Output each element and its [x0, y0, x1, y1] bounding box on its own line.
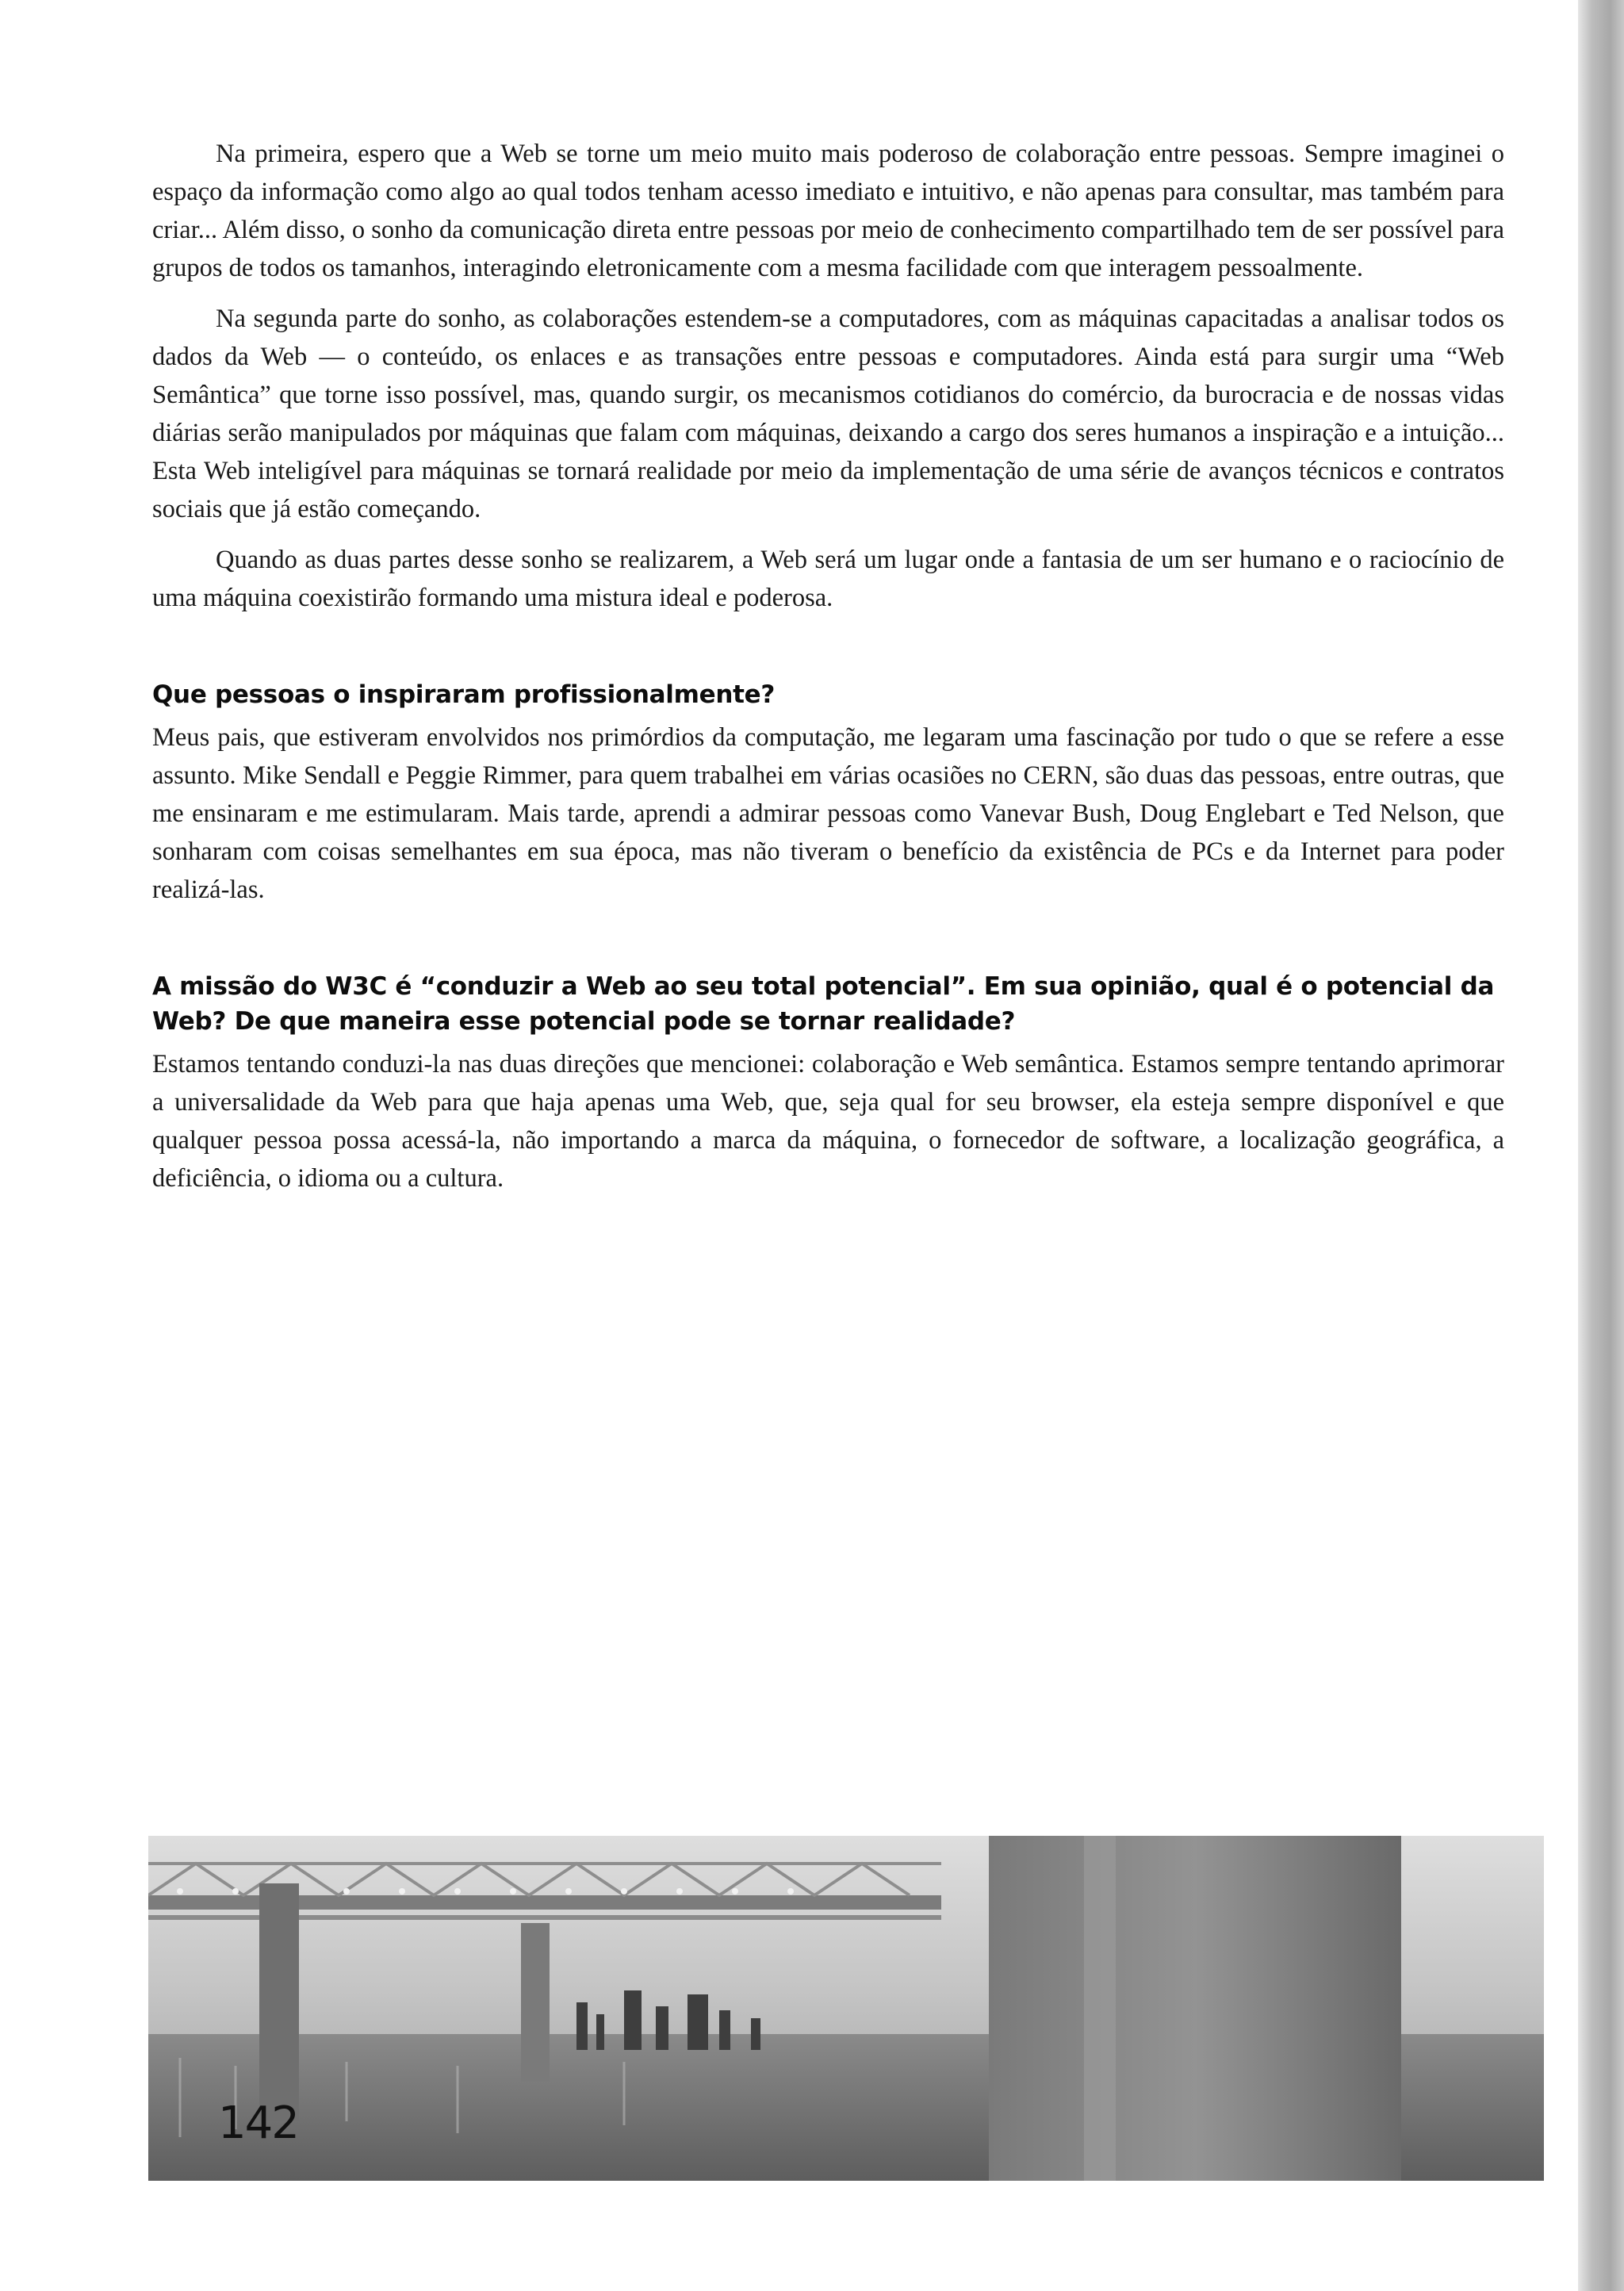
paragraph-intro-2: Na segunda parte do sonho, as colaborações estendem-se a computadores, com as máquinas capacitadas a analisar todos os dados da Web — o conteúdo, os enlaces e as transações entre pessoas e computadores. Ainda está para surgir uma “Web Semântica” que torne isso possível, mas, quando surgir, os mecanismos cotidianos do comércio, da burocracia e de nossas vidas diárias serão manipulados por máquinas que falam com máquinas, deixando a cargo dos seres humanos a inspiração e a intuição... Esta Web inteligível para máquinas se tornará realidade por meio da implementação de uma série de avanços técnicos e contratos sociais que já estão começando. [152, 305, 1504, 523]
answer-inspiration: Meus pais, que estiveram envolvidos nos primórdios da computação, me legaram uma fascinação por tudo o que se refere a esse assunto. Mike Sendall e Peggie Rimmer, para quem trabalhei em várias ocasiões no CERN, são duas das pessoas, entre outras, que me ensinaram e me estimularam. Mais tarde, aprendi a admirar pessoas como Vanevar Bush, Doug Englebart e Ted Nelson, que sonharam com coisas semelhantes em sua época, mas não tiveram o benefício da existência de PCs e da Internet para poder realizá-las. [152, 723, 1504, 904]
paragraph-intro-3: Quando as duas partes desse sonho se realizarem, a Web será um lugar onde a fantasia de um ser humano e o raciocínio de uma máquina coexistirão formando uma mistura ideal e poderosa. [152, 546, 1504, 612]
answer-w3c-mission: Estamos tentando conduzi-la nas duas direções que mencionei: colaboração e Web semântica. Estamos sempre tentando aprimorar a universalidade da Web para que haja apenas uma Web, que, seja qual for seu browser, ela esteja sempre disponível e que qualquer pessoa possa acessá-la, não importando a marca da máquina, o fornecedor de software, a localização geográfica, a deficiência, o idioma ou a cultura. [152, 1050, 1504, 1193]
bridge-illustration [148, 1836, 1544, 2181]
bridge-night-photo [148, 1836, 1544, 2181]
paragraph-intro-1: Na primeira, espero que a Web se torne um meio muito mais poderoso de colaboração entre pessoas. Sempre imaginei o espaço da informação como algo ao qual todos tenham acesso imediato e intuitivo, e não apenas para consultar, mas também para criar... Além disso, o sonho da comunicação direta entre pessoas por meio de conhecimento compartilhado tem de ser possível para grupos de todos os tamanhos, interagindo eletronicamente com a mesma facilidade com que interagem pessoalmente. [152, 140, 1504, 282]
page-number: 142 [218, 2098, 298, 2149]
article-body [152, 135, 1504, 1210]
page-edge-shadow [1578, 0, 1624, 2291]
question-heading-inspiration: Que pessoas o inspiraram profissionalmente? [152, 680, 776, 709]
question-heading-w3c-mission: A missão do W3C é “conduzir a Web ao seu total potencial”. Em sua opinião, qual é o potencial da Web? De que maneira esse potencial pode se tornar realidade? [152, 972, 1495, 1036]
